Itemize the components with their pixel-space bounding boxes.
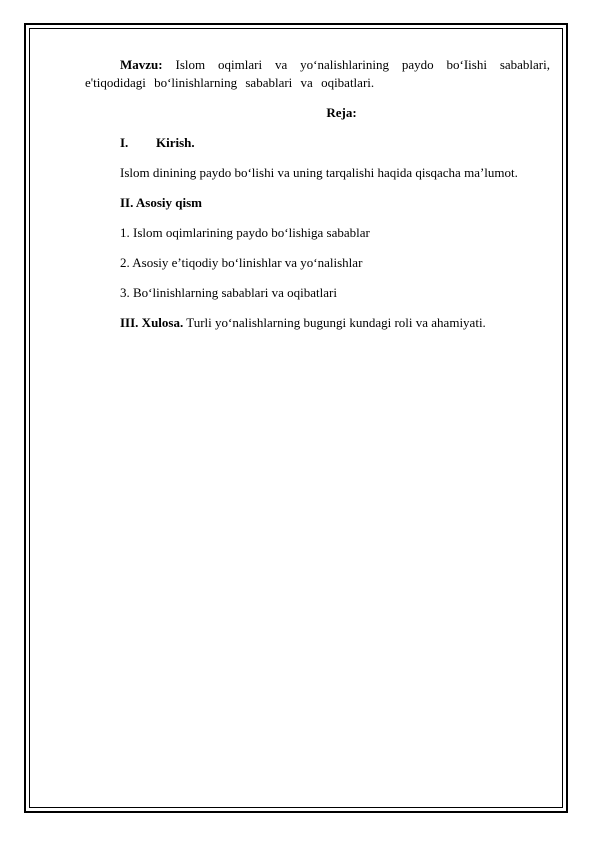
topic-text: Islom oqimlari va yo‘nalishlarining paydo bo‘Iishi sabablari, e'tiqodidagi bo‘linishlarning sabablari va oqibatlari. [85, 57, 551, 90]
conclusion-label: III. Xulosa. [120, 315, 184, 330]
intro-text: Islom dinining paydo bo‘lishi va uning tarqalishi haqida qisqacha ma’lumot. [120, 165, 518, 180]
topic-label: Mavzu: [120, 57, 163, 72]
conclusion-line [85, 314, 550, 332]
intro-numeral: I. [120, 135, 129, 150]
conclusion-text: Turli yo‘nalishlarning bugungi kundagi roli va ahamiyati. [186, 315, 486, 330]
document-body [85, 56, 550, 332]
topic-paragraph [85, 56, 550, 92]
main-item-2: 2. Asosiy e’tiqodiy bo‘linishlar va yo‘nalishlar [120, 255, 363, 270]
main-item-3: 3. Bo‘linishlarning sabablari va oqibatlari [120, 285, 337, 300]
plan-heading: Reja: [326, 105, 357, 120]
intro-heading [85, 134, 550, 152]
intro-title: Kirish. [156, 135, 195, 150]
main-heading: II. Asosiy qism [120, 195, 202, 210]
main-item-1: 1. Islom oqimlarining paydo bo‘lishiga sabablar [120, 225, 370, 240]
